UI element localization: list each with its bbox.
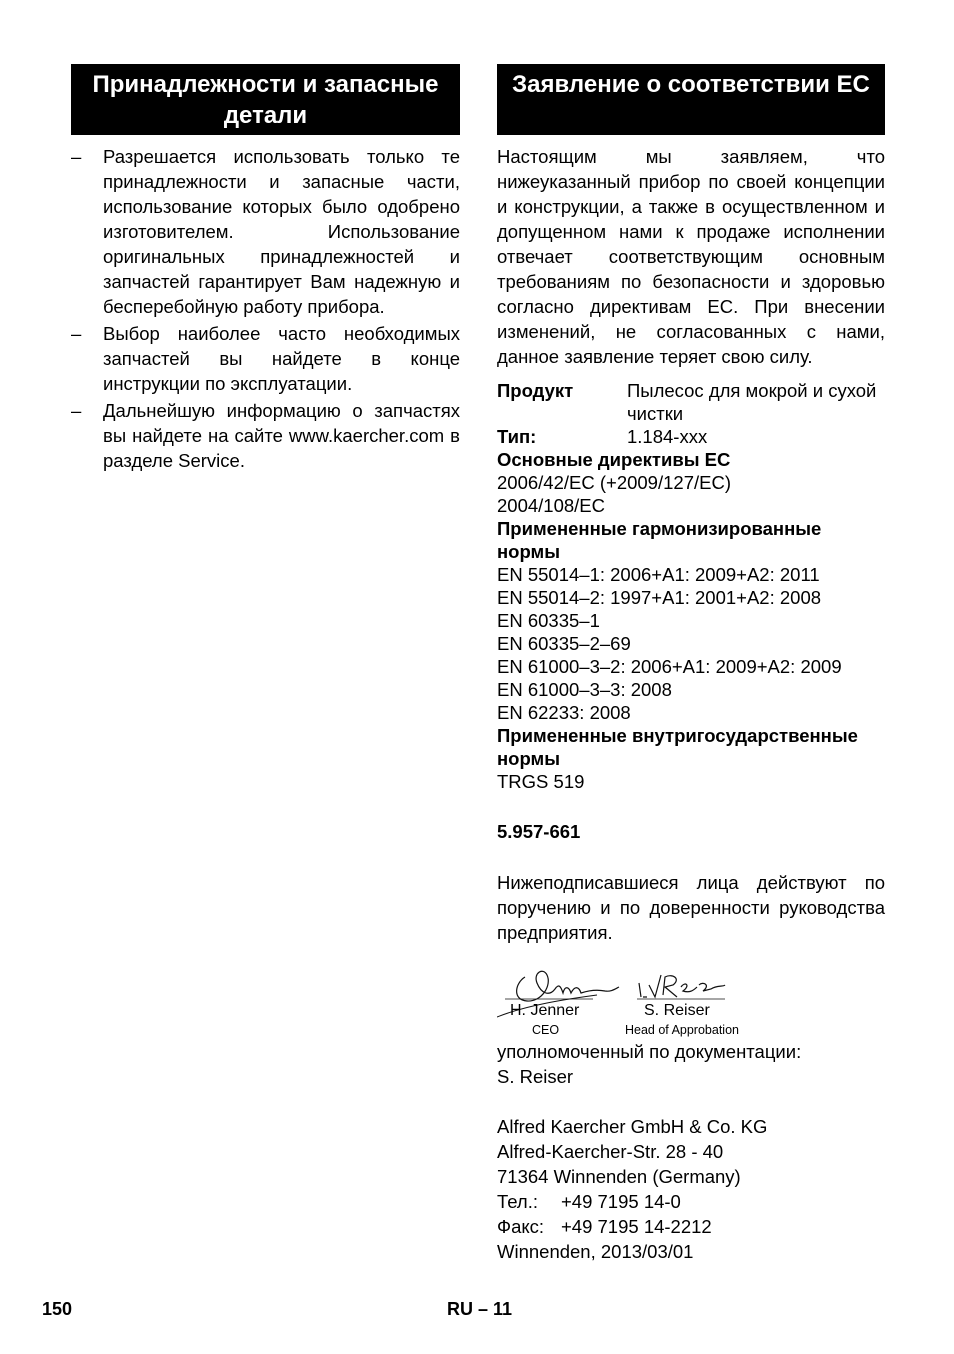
type-label: Тип:: [497, 426, 537, 447]
signer2-name: S. Reiser: [644, 1002, 710, 1019]
signers-text: Нижеподписавшиеся лица действуют по поручению и по доверенности руководства предприятия.: [497, 872, 885, 943]
list-item-text: Выбор наиболее часто необходимых запчастей вы найдете в конце инструкции по эксплуатации.: [103, 323, 460, 394]
place-date: Winnenden, 2013/03/01: [497, 1241, 694, 1262]
authorized-block: [497, 1039, 885, 1264]
phone-label: Тел.:: [497, 1191, 539, 1212]
list-item: [71, 398, 460, 473]
norm-line: EN 61000–3–2: 2006+A1: 2009+A2: 2009: [497, 656, 842, 677]
list-item: [71, 144, 460, 319]
norm-line: EN 55014–2: 1997+A1: 2001+A2: 2008: [497, 587, 822, 608]
accessories-list: [71, 144, 460, 473]
norms-title: Примененные гармонизированные нормы: [497, 518, 822, 562]
phone-row: [497, 1189, 885, 1214]
company-name: Alfred Kaercher GmbH & Co. KG: [497, 1116, 768, 1137]
fax-label: Факс:: [497, 1216, 545, 1237]
directive-line: 2006/42/EC (+2009/127/EC): [497, 472, 731, 493]
authorized-name: S. Reiser: [497, 1066, 574, 1087]
declaration-heading: Заявление о соответствии ЕС: [497, 64, 885, 135]
signer1-title: CEO: [532, 1023, 560, 1037]
product-row: [497, 379, 885, 425]
signatures-block: [497, 955, 885, 1057]
national-norms-title: Примененные внутригосударственные нормы: [497, 725, 858, 769]
list-item-text: Дальнейшую информацию о запчастях вы найдете на сайте www.kaercher.com в разделе Service.: [103, 400, 460, 471]
signer1-name: H. Jenner: [510, 1002, 580, 1019]
dash-marker: –: [71, 146, 82, 167]
left-column: [71, 64, 460, 475]
product-value: Пылесос для мокрой и сухой чистки: [627, 380, 877, 424]
document-number: 5.957-661: [497, 821, 581, 842]
norm-line: EN 61000–3–3: 2008: [497, 679, 672, 700]
signer2-title: Head of Approbation: [625, 1023, 739, 1037]
norm-line: EN 60335–2–69: [497, 633, 631, 654]
norm-line: EN 60335–1: [497, 610, 600, 631]
accessories-heading: Принадлежности и запасные детали: [71, 64, 460, 135]
page-number: 150: [42, 1299, 73, 1319]
type-value: 1.184-xxx: [627, 426, 708, 447]
section-label: RU – 11: [447, 1299, 513, 1319]
type-row: [497, 425, 885, 448]
dash-marker: –: [71, 400, 82, 421]
fax-value: +49 7195 14-2212: [561, 1216, 712, 1237]
list-item-text: Разрешается использовать только те принадлежности и запасные части, использование которых было одобрено изготовителем. Использование оригинальных принадлежностей и запчастей гарантирует Вам надежную и бесперебойную работу прибора.: [103, 146, 460, 317]
phone-value: +49 7195 14-0: [561, 1191, 681, 1212]
company-city: 71364 Winnenden (Germany): [497, 1166, 741, 1187]
list-item: [71, 321, 460, 396]
norm-line: EN 55014–1: 2006+A1: 2009+A2: 2011: [497, 564, 820, 585]
fax-row: [497, 1214, 885, 1239]
directive-line: 2004/108/EC: [497, 495, 606, 516]
norm-line: EN 62233: 2008: [497, 702, 631, 723]
company-street: Alfred-Kaercher-Str. 28 - 40: [497, 1141, 724, 1162]
product-label: Продукт: [497, 380, 574, 401]
declaration-intro: Настоящим мы заявляем, что нижеуказанный прибор по своей концепции и конструкции, а также в осуществленном и допущенном нами к продаже исполнении отвечает соответствующим основным требованиям по безопасности и здоровью согласно директивам ЕС. При внесении изменений, не согласованных с нами, данное заявление теряет свою силу.: [497, 146, 885, 367]
right-column: [497, 64, 885, 1264]
national-norm-line: TRGS 519: [497, 771, 585, 792]
product-spec: [497, 379, 885, 843]
dash-marker: –: [71, 323, 82, 344]
authorized-label: уполномоченный по документации:: [497, 1041, 802, 1062]
directives-title: Основные директивы ЕС: [497, 449, 731, 470]
